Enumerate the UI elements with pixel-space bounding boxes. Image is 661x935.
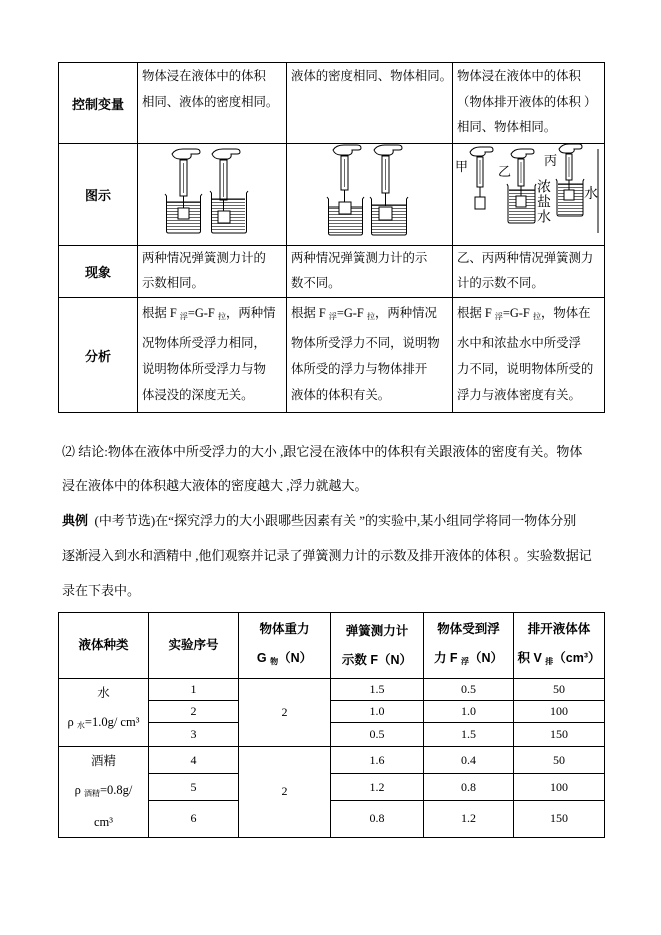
text-run: 根据 F: [457, 306, 495, 320]
row-label: 现象: [59, 246, 138, 298]
text-line: [62, 435, 582, 469]
subscript: 浮: [461, 657, 470, 666]
text-run: 物体受到浮: [437, 622, 500, 636]
text-run: 物体浸在液体中的体积: [457, 69, 581, 83]
displaced-volume: 150: [514, 800, 605, 837]
text-run: 况物体所受浮力相同，: [142, 336, 266, 350]
text-run: 体所受的浮力与物体排开: [291, 362, 428, 376]
header-scale-reading: [331, 613, 424, 679]
text-run: ，物体在: [540, 306, 591, 320]
text-line: [514, 644, 604, 676]
text-run: 酒精: [90, 754, 116, 768]
subscript: 物: [270, 657, 279, 666]
table-cell: [287, 63, 453, 144]
buoyant-force: 0.8: [424, 774, 514, 800]
text-line: [291, 382, 450, 408]
text-run: 实验序号: [168, 638, 219, 652]
subscript: 水: [76, 720, 85, 730]
subscript: 排: [545, 657, 554, 666]
text-run: 示数 F（N）: [341, 652, 413, 667]
density-experiment-drawing: [453, 144, 604, 244]
trial-number: 2: [149, 701, 239, 723]
text-run: ，两种情: [225, 306, 276, 320]
text-run: 说明物体所受浮力与物: [142, 362, 266, 376]
text-run: 积 V: [517, 651, 546, 665]
hand-icon: [559, 144, 582, 153]
scale-reading: 0.8: [331, 800, 424, 837]
trial-number: 1: [149, 679, 239, 701]
figure-depth-comparison: [138, 144, 286, 244]
text-run: 两种情况弹簧测力计的: [142, 251, 266, 265]
cell-text: [138, 298, 286, 408]
table-row-phenomenon: [59, 246, 605, 298]
experiment-comparison-table: [58, 62, 605, 413]
block-icon: [379, 207, 392, 220]
text-run: 计的示数不同。: [457, 276, 544, 290]
text-run: （物体排开液体的体积 ）: [457, 94, 597, 109]
text-run: 液体种类: [78, 638, 129, 652]
volume-experiment-drawing: [287, 144, 452, 244]
setup-left: [165, 149, 202, 233]
text-line: [142, 271, 284, 296]
setup-right: [210, 149, 248, 233]
text-line: [457, 382, 602, 408]
cell-text: [287, 63, 452, 90]
hand-icon: [333, 145, 361, 155]
text-run: （N）: [469, 651, 504, 665]
cell-text: [287, 298, 452, 408]
text-line: [62, 503, 592, 538]
figure-volume-comparison: [287, 144, 452, 244]
text-run: 两种情况弹簧测力计的示: [291, 251, 428, 265]
table-cell: [138, 298, 287, 413]
table-cell: [138, 246, 287, 298]
text-run: =G-F: [336, 306, 367, 320]
text-run: (中考节选)在“探究浮力的大小跟哪些因素有关 ”的实验中,某小组同学将同一物体分别: [88, 513, 577, 528]
text-line: [457, 90, 602, 116]
subscript: 酒精: [83, 788, 100, 798]
figure-cell: [287, 144, 453, 246]
example-paragraph: [62, 503, 592, 608]
label-water: 水: [584, 185, 598, 201]
liquid-alcohol-cell: [59, 747, 149, 838]
conclusion-paragraph: [62, 435, 582, 503]
block-icon: [339, 202, 351, 214]
text-run: ，两种情况: [374, 306, 437, 320]
text-line: [62, 469, 582, 503]
cell-text: [59, 679, 148, 740]
text-line: [59, 776, 148, 809]
text-run: 浮力与液体密度有关。: [457, 388, 581, 402]
text-run: =G-F: [187, 306, 218, 320]
text-line: [142, 90, 284, 116]
header-buoyant-force: [424, 613, 514, 679]
table-header-row: [59, 613, 605, 679]
text-line: [62, 538, 592, 573]
liquid-water-cell: [59, 679, 149, 747]
text-run: ρ: [67, 714, 77, 729]
text-run: cm³: [93, 815, 114, 829]
table-row-control-variable: [59, 63, 605, 144]
text-run: （N）: [278, 651, 313, 665]
text-run: 录在下表中。: [62, 583, 141, 598]
cell-text: [453, 63, 604, 141]
text-run: 水中和浓盐水中所受浮: [457, 336, 581, 350]
cell-text: [59, 631, 148, 660]
buoyant-force: 0.4: [424, 747, 514, 774]
text-line: [457, 271, 602, 296]
cell-text: [138, 63, 286, 115]
text-line: [239, 644, 330, 676]
text-run: 水: [97, 686, 110, 700]
text-line: [142, 64, 284, 90]
text-run: 体浸没的深度无关。: [142, 388, 254, 402]
buoyant-force: 1.5: [424, 723, 514, 747]
cell-text: [424, 615, 513, 676]
cell-text: [239, 615, 330, 676]
example-block: [62, 503, 592, 608]
header-liquid-type: [59, 613, 149, 679]
text-line: [142, 382, 284, 408]
setup-right: [370, 145, 408, 235]
text-run: 浸在液体中的体积越大液体的密度越大 ,浮力就越大。: [62, 478, 368, 493]
subscript: 拉: [532, 312, 541, 321]
text-line: [59, 631, 148, 660]
text-line: [59, 747, 148, 776]
text-run: ρ: [74, 782, 84, 797]
trial-number: 4: [149, 747, 239, 774]
conclusion-line-1: [62, 442, 582, 503]
label-yi: 乙: [498, 164, 512, 179]
table-row: [59, 747, 605, 774]
text-run: 排开液体体: [527, 622, 591, 636]
text-line: [291, 300, 450, 330]
text-line: [514, 615, 604, 644]
text-run: G: [256, 651, 271, 665]
depth-experiment-drawing: [138, 144, 286, 244]
cell-text: [331, 617, 423, 675]
text-run: 力不同，说明物体所受的: [457, 362, 594, 376]
hand-icon: [470, 147, 493, 156]
displaced-volume: 50: [514, 747, 605, 774]
cell-text: [287, 246, 452, 296]
scale-reading: 1.0: [331, 701, 424, 723]
buoyant-force: 1.0: [424, 701, 514, 723]
subscript: 浮: [179, 312, 188, 321]
subscript: 拉: [217, 312, 226, 321]
scale-reading: 1.2: [331, 774, 424, 800]
subscript: 拉: [366, 312, 375, 321]
label-brine: 浓盐水: [536, 179, 552, 224]
setup-jia: [470, 147, 493, 209]
text-line: [291, 330, 450, 356]
row-label: 控制变量: [59, 63, 138, 144]
text-line: [331, 646, 423, 675]
displaced-volume: 100: [514, 774, 605, 800]
text-line: [291, 356, 450, 382]
cell-text: [453, 246, 604, 296]
text-run: 力 F: [433, 651, 462, 665]
text-run: 液体的密度相同、物体相同。: [291, 69, 453, 83]
header-displaced-volume: [514, 613, 605, 679]
scale-reading: 0.5: [331, 723, 424, 747]
text-run: 乙、丙两种情况弹簧测力: [457, 251, 594, 265]
text-line: [291, 64, 453, 90]
text-line: [424, 615, 513, 644]
text-run: ⑵ 结论:物体在液体中所受浮力的大小 ,跟它浸在液体中的体积有关跟液体的密度有关。物体: [62, 444, 583, 459]
text-line: [457, 115, 602, 141]
text-run: 相同、物体相同。: [457, 120, 557, 134]
hand-icon: [374, 145, 402, 155]
table-row: [59, 679, 605, 701]
label-jia: 甲: [455, 159, 469, 174]
cell-text: [59, 747, 148, 837]
text-run: 物体所受浮力不同，说明物: [291, 336, 440, 350]
buoyant-force: 0.5: [424, 679, 514, 701]
bold-label: 典例: [62, 513, 89, 528]
figure-cell: [138, 144, 287, 246]
header-trial-number: [149, 613, 239, 679]
trial-number: 5: [149, 774, 239, 800]
table-row-analysis: [59, 298, 605, 413]
text-line: [291, 246, 450, 271]
text-run: =0.8g/: [99, 782, 133, 797]
table-cell: [453, 246, 605, 298]
text-line: [59, 679, 148, 708]
experiment-data-table: [58, 612, 605, 838]
displaced-volume: 100: [514, 701, 605, 723]
table-row-illustration: [59, 144, 605, 246]
cell-text: [138, 246, 286, 296]
table-cell: [138, 63, 287, 144]
setup-left: [327, 145, 364, 235]
displaced-volume: 150: [514, 723, 605, 747]
figure-density-comparison: [453, 144, 604, 244]
cell-text: [514, 615, 604, 676]
block-icon: [475, 197, 485, 209]
text-line: [457, 356, 602, 382]
text-run: 示数相同。: [142, 276, 204, 290]
cell-text: [453, 298, 604, 408]
text-line: [239, 615, 330, 644]
buoyant-force: 1.2: [424, 800, 514, 837]
text-line: [457, 64, 602, 90]
text-line: [142, 330, 284, 356]
text-line: [62, 573, 592, 608]
text-run: 物体浸在液体中的体积: [142, 69, 266, 83]
text-run: 相同、液体的密度相同。: [142, 94, 279, 109]
text-line: [142, 246, 284, 271]
text-run: 数不同。: [291, 276, 341, 290]
table-cell: [453, 298, 605, 413]
subscript: 浮: [328, 312, 337, 321]
text-run: 液体的体积有关。: [291, 388, 391, 402]
hand-icon: [212, 149, 240, 159]
row-label: 图示: [59, 144, 138, 246]
object-weight: 2: [239, 747, 331, 838]
displaced-volume: 50: [514, 679, 605, 701]
text-run: =1.0g/ cm³: [84, 714, 140, 729]
hand-icon: [172, 149, 200, 159]
text-line: [59, 808, 148, 837]
block-icon: [218, 211, 230, 223]
text-run: 逐渐浸入到水和酒精中 ,他们观察并记录了弹簧测力计的示数及排开液体的体积 。实验数据记: [62, 548, 592, 563]
scale-reading: 1.6: [331, 747, 424, 774]
trial-number: 3: [149, 723, 239, 747]
text-run: （cm³）: [553, 651, 601, 665]
object-weight: 2: [239, 679, 331, 747]
figure-cell: [453, 144, 605, 246]
text-line: [142, 356, 284, 382]
trial-number: 6: [149, 800, 239, 837]
text-line: [457, 330, 602, 356]
block-icon: [178, 208, 189, 219]
table-cell: [287, 298, 453, 413]
header-object-weight: [239, 613, 331, 679]
table-cell: [453, 63, 605, 144]
text-line: [457, 246, 602, 271]
row-label: 分析: [59, 298, 138, 413]
text-line: [457, 300, 602, 330]
text-run: =G-F: [502, 306, 533, 320]
text-line: [149, 631, 238, 660]
text-run: 物体重力: [259, 622, 310, 636]
label-bing: 丙: [544, 153, 558, 168]
text-line: [424, 644, 513, 676]
text-line: [291, 271, 450, 296]
subscript: 浮: [494, 312, 503, 321]
hand-icon: [511, 149, 534, 158]
cell-text: [149, 631, 238, 660]
block-icon: [516, 196, 526, 207]
table-cell: [287, 246, 453, 298]
setup-bing: [556, 144, 584, 216]
text-line: [142, 300, 284, 330]
text-line: [331, 617, 423, 646]
text-run: 根据 F: [291, 306, 329, 320]
text-run: 根据 F: [142, 306, 180, 320]
scale-reading: 1.5: [331, 679, 424, 701]
text-line: [59, 708, 148, 741]
setup-yi: [507, 149, 536, 223]
block-icon: [564, 190, 574, 200]
text-run: 弹簧测力计: [345, 623, 409, 638]
